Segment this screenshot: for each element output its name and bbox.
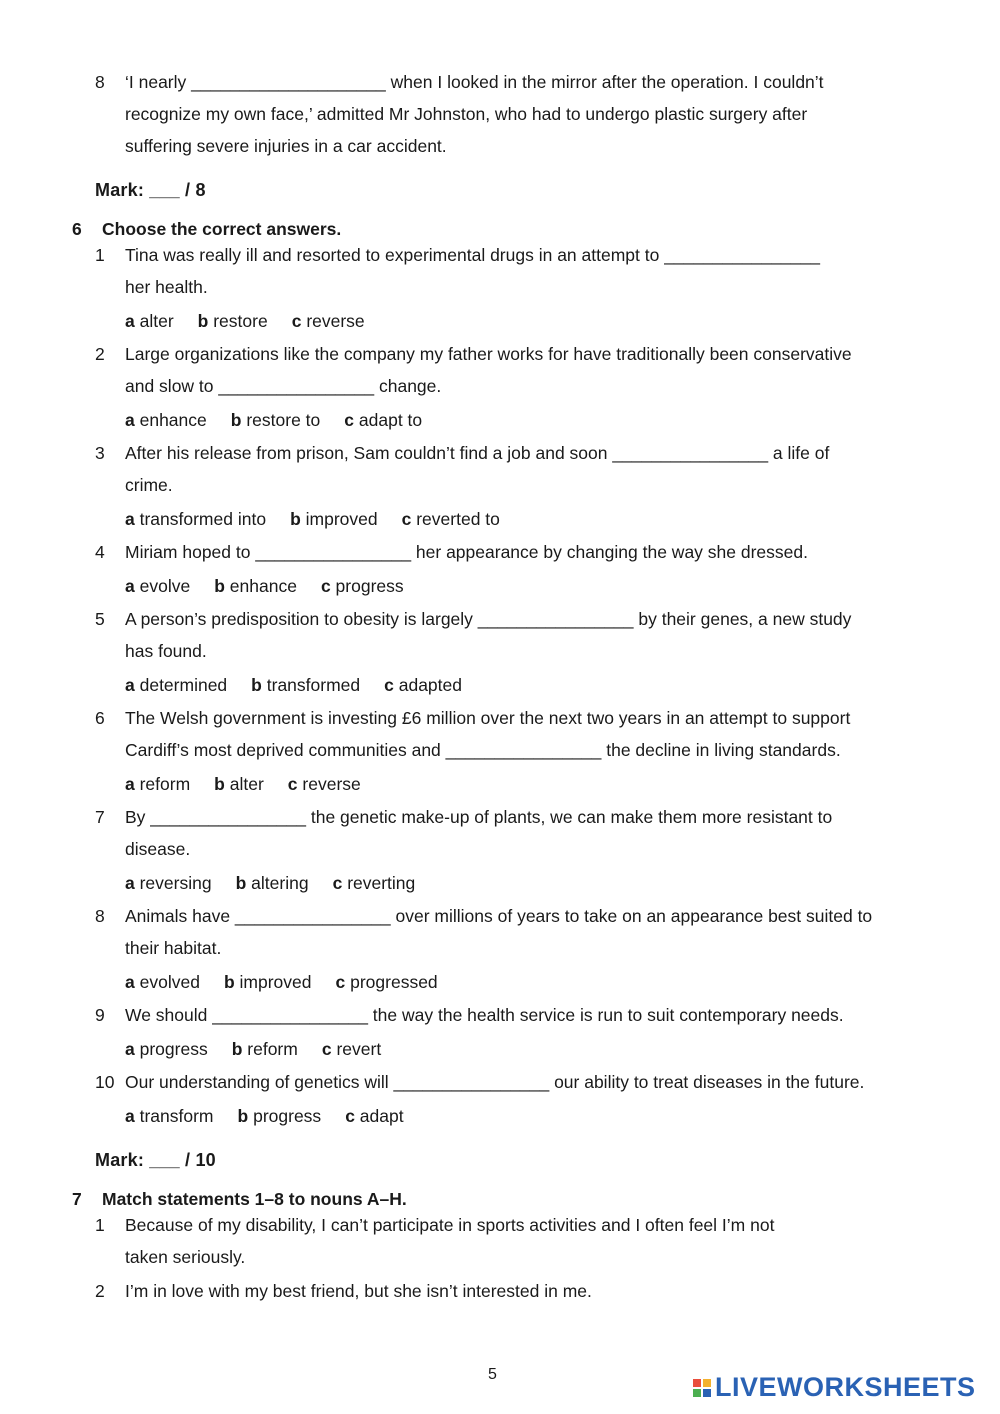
option-letter: b bbox=[214, 774, 225, 794]
option-letter: b bbox=[251, 675, 262, 695]
answer-option[interactable] bbox=[125, 509, 266, 530]
option-letter: b bbox=[197, 311, 209, 331]
answer-option[interactable] bbox=[125, 311, 174, 332]
option-text: evolve bbox=[139, 576, 191, 596]
question-text-line: We should ________________ the way the health service is run to suit contemporary needs. bbox=[125, 1005, 844, 1025]
answer-options bbox=[125, 873, 439, 894]
answer-option[interactable] bbox=[125, 1039, 208, 1060]
answer-options bbox=[125, 1106, 428, 1127]
s6-title: Choose the correct answers. bbox=[102, 219, 342, 239]
option-letter: c bbox=[320, 576, 331, 596]
option-text: reverse bbox=[306, 311, 365, 331]
option-text: progress bbox=[335, 576, 404, 596]
option-text: reform bbox=[139, 774, 191, 794]
option-letter: a bbox=[125, 509, 135, 529]
option-letter: b bbox=[230, 410, 242, 430]
answer-option[interactable] bbox=[292, 311, 365, 332]
option-text: adapted bbox=[398, 675, 462, 695]
answer-option[interactable] bbox=[336, 972, 438, 993]
option-text: adapt to bbox=[358, 410, 423, 430]
question-text-line: has found. bbox=[125, 641, 207, 661]
answer-option[interactable] bbox=[345, 1106, 403, 1127]
option-text: determined bbox=[139, 675, 228, 695]
answer-options bbox=[125, 774, 385, 795]
answer-option[interactable] bbox=[125, 1106, 214, 1127]
option-text: enhance bbox=[229, 576, 297, 596]
liveworksheets-logo bbox=[693, 1372, 976, 1403]
answer-options bbox=[125, 972, 462, 993]
option-letter: a bbox=[125, 873, 135, 893]
option-text: reform bbox=[247, 1039, 298, 1059]
option-text: alter bbox=[139, 311, 174, 331]
option-letter: b bbox=[214, 576, 225, 596]
answer-option[interactable] bbox=[125, 774, 190, 795]
answer-option[interactable] bbox=[322, 1039, 381, 1060]
s6-number: 6 bbox=[72, 219, 82, 239]
option-letter: c bbox=[335, 972, 346, 992]
question-text-line: By ________________ the genetic make-up of plants, we can make them more resistant to bbox=[125, 807, 833, 827]
s5-q8-line-2: recognize my own face,’ admitted Mr Johnston, who had to undergo plastic surgery after bbox=[125, 104, 808, 124]
option-letter: a bbox=[125, 1106, 135, 1126]
option-text: progressed bbox=[350, 972, 438, 992]
option-text: alter bbox=[229, 774, 264, 794]
s7-title: Match statements 1–8 to nouns A–H. bbox=[102, 1189, 407, 1209]
option-text: restore bbox=[213, 311, 268, 331]
option-text: reverting bbox=[347, 873, 416, 893]
question-number: 10 bbox=[95, 1072, 115, 1092]
s5-q8-number: 8 bbox=[95, 72, 105, 92]
question-text-line: Miriam hoped to ________________ her appearance by changing the way she dressed. bbox=[125, 542, 808, 562]
answer-option[interactable] bbox=[231, 410, 321, 431]
option-text: evolved bbox=[139, 972, 200, 992]
s7-heading bbox=[72, 1189, 407, 1210]
answer-option[interactable] bbox=[198, 311, 268, 332]
question-text-line: Tina was really ill and resorted to experimental drugs in an attempt to ________________ bbox=[125, 245, 820, 265]
option-letter: c bbox=[291, 311, 302, 331]
s6-mark: Mark: ___ / 10 bbox=[95, 1150, 216, 1170]
answer-option[interactable] bbox=[238, 1106, 322, 1127]
option-letter: c bbox=[344, 410, 355, 430]
option-text: adapt bbox=[359, 1106, 404, 1126]
option-letter: b bbox=[223, 972, 235, 992]
question-number: 1 bbox=[95, 245, 105, 265]
option-text: improved bbox=[305, 509, 378, 529]
answer-option[interactable] bbox=[344, 410, 422, 431]
page-number: 5 bbox=[488, 1366, 497, 1383]
answer-option[interactable] bbox=[251, 675, 360, 696]
question-number: 3 bbox=[95, 443, 105, 463]
option-text: restore to bbox=[246, 410, 321, 430]
question-text-line: and slow to ________________ change. bbox=[125, 376, 442, 396]
option-letter: b bbox=[237, 1106, 249, 1126]
option-text: transformed bbox=[266, 675, 361, 695]
option-letter: c bbox=[401, 509, 412, 529]
question-number: 6 bbox=[95, 708, 105, 728]
option-text: progress bbox=[253, 1106, 322, 1126]
question-text-line: disease. bbox=[125, 839, 191, 859]
option-letter: a bbox=[125, 1039, 135, 1059]
question-number: 9 bbox=[95, 1005, 105, 1025]
answer-option[interactable] bbox=[232, 1039, 298, 1060]
answer-option[interactable] bbox=[224, 972, 312, 993]
answer-options bbox=[125, 509, 524, 530]
option-text: transform bbox=[139, 1106, 214, 1126]
s7-statement-2-line-1: I’m in love with my best friend, but she isn’t interested in me. bbox=[125, 1281, 592, 1301]
question-number: 8 bbox=[95, 906, 105, 926]
s7-statement-1-line-1: Because of my disability, I can’t participate in sports activities and I often feel I’m not bbox=[125, 1215, 775, 1235]
question-text-line: A person’s predisposition to obesity is largely ________________ by their genes, a new study bbox=[125, 609, 852, 629]
option-letter: a bbox=[125, 576, 135, 596]
option-text: revert bbox=[336, 1039, 382, 1059]
option-letter: a bbox=[125, 774, 135, 794]
option-text: reverse bbox=[302, 774, 361, 794]
s7-statement-1-line-2: taken seriously. bbox=[125, 1247, 246, 1267]
s5-q8-line-3: suffering severe injuries in a car accident. bbox=[125, 136, 447, 156]
answer-options bbox=[125, 1039, 405, 1060]
answer-option[interactable] bbox=[125, 972, 200, 993]
question-text-line: The Welsh government is investing £6 million over the next two years in an attempt to support bbox=[125, 708, 851, 728]
option-text: enhance bbox=[139, 410, 207, 430]
option-text: transformed into bbox=[139, 509, 267, 529]
s5-mark: Mark: ___ / 8 bbox=[95, 180, 206, 200]
s7-statement-1-number: 1 bbox=[95, 1215, 105, 1235]
answer-option[interactable] bbox=[402, 509, 500, 530]
answer-option[interactable] bbox=[214, 774, 264, 795]
option-text: altering bbox=[251, 873, 309, 893]
s7-statement-2-number: 2 bbox=[95, 1281, 105, 1301]
answer-options bbox=[125, 311, 389, 332]
answer-option[interactable] bbox=[321, 576, 404, 597]
question-text-line: After his release from prison, Sam couldn’t find a job and soon ________________ a life of bbox=[125, 443, 830, 463]
option-text: progress bbox=[139, 1039, 208, 1059]
question-text-line: Cardiff’s most deprived communities and ________________ the decline in living standards. bbox=[125, 740, 841, 760]
option-letter: a bbox=[125, 675, 135, 695]
option-text: improved bbox=[239, 972, 312, 992]
answer-options bbox=[125, 410, 446, 431]
logo-mark-icon bbox=[693, 1379, 711, 1397]
s7-number: 7 bbox=[72, 1189, 82, 1209]
question-text-line: Large organizations like the company my father works for have traditionally been conservative bbox=[125, 344, 852, 364]
answer-option[interactable] bbox=[125, 675, 227, 696]
logo-text: LIVEWORKSHEETS bbox=[715, 1372, 976, 1402]
question-text-line: crime. bbox=[125, 475, 173, 495]
option-letter: c bbox=[384, 675, 394, 695]
answer-options bbox=[125, 675, 486, 696]
option-letter: a bbox=[125, 972, 135, 992]
answer-option[interactable] bbox=[333, 873, 416, 894]
answer-options bbox=[125, 576, 428, 597]
option-letter: b bbox=[231, 1039, 243, 1059]
answer-option[interactable] bbox=[384, 675, 462, 696]
answer-option[interactable] bbox=[125, 410, 207, 431]
option-letter: b bbox=[235, 873, 247, 893]
option-letter: c bbox=[287, 774, 298, 794]
option-text: reverted to bbox=[416, 509, 500, 529]
option-letter: c bbox=[332, 873, 343, 893]
option-letter: a bbox=[125, 311, 135, 331]
answer-option[interactable] bbox=[290, 509, 378, 530]
option-letter: b bbox=[290, 509, 301, 529]
option-letter: a bbox=[125, 410, 135, 430]
answer-option[interactable] bbox=[214, 576, 297, 597]
option-letter: c bbox=[321, 1039, 332, 1059]
question-number: 5 bbox=[95, 609, 105, 629]
question-text-line: Animals have ________________ over millions of years to take on an appearance best suited to bbox=[125, 906, 873, 926]
s6-heading bbox=[72, 219, 341, 240]
question-number: 7 bbox=[95, 807, 105, 827]
answer-option[interactable] bbox=[125, 576, 190, 597]
answer-option[interactable] bbox=[236, 873, 309, 894]
option-letter: c bbox=[345, 1106, 355, 1126]
question-text-line: her health. bbox=[125, 277, 208, 297]
answer-option[interactable] bbox=[288, 774, 361, 795]
question-number: 4 bbox=[95, 542, 105, 562]
s5-q8-line-1: ‘I nearly ____________________ when I looked in the mirror after the operation. I couldn’t bbox=[125, 72, 824, 92]
answer-option[interactable] bbox=[125, 873, 212, 894]
option-text: reversing bbox=[139, 873, 212, 893]
question-text-line: Our understanding of genetics will ________________ our ability to treat diseases in the future. bbox=[125, 1072, 865, 1092]
question-text-line: their habitat. bbox=[125, 938, 222, 958]
question-number: 2 bbox=[95, 344, 105, 364]
